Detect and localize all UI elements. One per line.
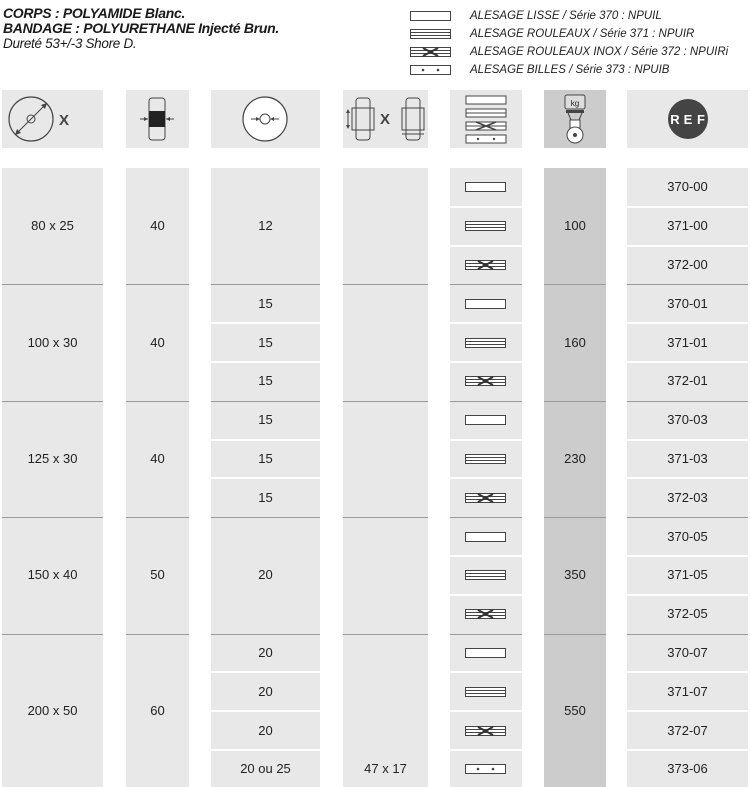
group-divider [343,634,428,635]
sub-row-divider [627,361,748,363]
group-divider [2,401,103,402]
bore-diameter: 15 [258,334,273,350]
group-divider [343,401,428,402]
wheel-size: 150 x 40 [27,567,78,583]
hub-dimensions: 47 x 17 [364,761,407,777]
legend-bore-name: ALESAGE ROULEAUX [470,28,591,40]
legend-bore-name: ALESAGE BILLES [470,64,566,76]
group-divider [450,284,522,285]
bore-type [465,221,507,232]
bore-plain-icon [465,648,507,659]
sub-row-divider [627,322,748,324]
bore-type [465,260,507,271]
reference-code: 370-00 [667,179,708,195]
bore-type [465,687,507,698]
spec-hardness-line: Dureté 53+/-3 Shore D. [3,36,137,51]
bore-roller-inox-icon [465,376,507,387]
legend-label [470,62,669,79]
column-width [126,168,189,787]
group-divider [627,634,748,635]
group-divider [450,517,522,518]
reference-code: 372-01 [667,373,708,389]
sub-row-divider [211,671,320,673]
column-load [544,168,606,787]
sub-row-divider [627,477,748,479]
reference-code: 372-07 [667,722,708,738]
sub-row-divider [211,322,320,324]
sub-row-divider [627,555,748,557]
bore-type [465,415,507,426]
header-bore-type [450,90,522,148]
bore-diameter: 20 [258,645,273,660]
group-divider [2,284,103,285]
bore-type [465,764,507,775]
sub-row-divider [450,555,522,557]
group-divider [211,284,320,285]
group-divider [343,517,428,518]
bore-type [465,726,507,737]
group-divider [343,284,428,285]
bore-ball-icon [410,65,452,76]
wheel-size: 100 x 30 [27,334,78,350]
ref-letter-r: R [670,112,680,127]
bore-diameter: 15 [258,451,273,466]
bore-plain-icon [465,532,507,543]
bore-types-icon [450,90,522,148]
bore-type [465,532,507,543]
group-divider [2,634,103,635]
bore-roller-icon [465,454,507,465]
bore-plain-icon [465,415,507,426]
group-divider [211,517,320,518]
sub-row-divider [211,477,320,479]
sub-row-divider [450,245,522,247]
load-unit: kg [570,99,580,108]
bore-ball-icon [465,764,507,775]
group-divider [126,284,189,285]
column-size [2,168,103,787]
bore-type [465,570,507,581]
bore-plain-icon [465,182,507,193]
spec-body-line: CORPS : POLYAMIDE Blanc. [3,5,186,21]
legend-bore-name: ALESAGE ROULEAUX [470,46,591,58]
header-diameter-x: X [59,112,70,129]
legend-series: / Série 371 : NPUIR [590,28,695,40]
wheel-diameter-icon [2,90,103,148]
group-divider [126,401,189,402]
legend-series: / Série 372 : NPUIRi [621,46,729,58]
sub-row-divider [450,361,522,363]
header-load [544,90,606,148]
bore-roller-icon [465,687,507,698]
tread-width-icon [126,90,189,148]
reference-code: 370-05 [667,528,708,544]
load-capacity: 160 [564,334,586,350]
tread-width: 40 [150,451,165,466]
legend-label [470,8,662,25]
reference-code: 372-00 [667,257,708,272]
bore-type [465,493,507,504]
header-hub-x: X [380,111,391,128]
tread-width: 40 [150,334,165,350]
bore-diameter: 20 [258,722,273,738]
bore-diameter: 12 [258,218,273,234]
load-capacity: 230 [564,451,586,466]
bore-diameter: 15 [258,373,273,389]
tread-width: 60 [150,703,165,719]
bore-type [465,338,507,349]
bore-diameter: 20 [258,567,273,583]
column-hub [343,168,428,787]
sub-row-divider [450,477,522,479]
reference-code: 371-07 [667,683,708,699]
load-capacity: 550 [564,703,586,719]
group-divider [544,517,606,518]
group-divider [126,634,189,635]
bore-diameter: 15 [258,489,273,505]
header-diameter [2,90,103,148]
reference-code: 370-03 [667,412,708,428]
bore-roller-inox-icon [465,609,507,620]
bore-roller-icon [465,570,507,581]
bore-plain-icon [410,11,452,22]
bore-roller-icon [465,221,507,232]
sub-row-divider [627,439,748,441]
legend-series: / Série 373 : NPUIB [565,64,670,76]
reference-code: 371-01 [667,334,708,350]
sub-row-divider [450,671,522,673]
spec-tread-line: BANDAGE : POLYURETHANE Injecté Brun. [3,20,279,36]
header-hub [343,90,428,148]
bore-plain-icon [465,299,507,310]
group-divider [627,401,748,402]
wheel-size: 200 x 50 [27,703,78,719]
legend-bore-name: ALESAGE LISSE [470,10,560,22]
bore-roller-icon [465,338,507,349]
legend-inox: INOX [590,46,622,58]
material-spec [3,6,279,51]
load-capacity: 100 [564,218,586,234]
header-ref [627,90,748,148]
load-capacity: 350 [564,567,586,583]
load-weight-icon [544,90,606,148]
sub-row-divider [450,322,522,324]
sub-row-divider [627,594,748,596]
sub-row-divider [627,710,748,712]
reference-code: 371-03 [667,451,708,466]
reference-code: 373-06 [667,761,708,777]
bore-diameter-icon [211,90,320,148]
sub-row-divider [450,439,522,441]
group-divider [544,401,606,402]
bore-type [465,376,507,387]
group-divider [627,284,748,285]
bore-roller-inox-icon [465,260,507,271]
group-divider [126,517,189,518]
sub-row-divider [450,594,522,596]
group-divider [2,517,103,518]
bore-diameter: 15 [258,295,273,311]
sub-row-divider [627,245,748,247]
sub-row-divider [450,749,522,751]
legend-label [470,26,694,43]
bore-roller-inox-icon [465,726,507,737]
bore-type [465,648,507,659]
sub-row-divider [627,749,748,751]
bore-type [465,182,507,193]
legend-series: / Série 370 : NPUIL [559,10,662,22]
bore-type [465,299,507,310]
sub-row-divider [211,710,320,712]
group-divider [211,634,320,635]
wheel-size: 125 x 30 [27,451,78,466]
bore-type [465,609,507,620]
group-divider [450,634,522,635]
group-divider [544,284,606,285]
bore-diameter: 20 [258,683,273,699]
sub-row-divider [627,206,748,208]
reference-code: 372-05 [667,606,708,622]
header-bore [211,90,320,148]
group-divider [211,401,320,402]
bore-type [465,454,507,465]
bore-roller-inox-icon [465,493,507,504]
legend-label [470,44,728,61]
reference-code: 370-07 [667,645,708,660]
hub-dimensions-icon [343,90,428,148]
reference-code: 372-03 [667,489,708,505]
sub-row-divider [450,710,522,712]
reference-code: 371-00 [667,218,708,234]
bore-diameter: 15 [258,412,273,428]
ref-badge-icon [627,90,748,148]
ref-letter-f: F [697,112,705,127]
sub-row-divider [627,671,748,673]
sub-row-divider [450,206,522,208]
reference-code: 371-05 [667,567,708,583]
ref-letter-e: E [683,112,693,127]
group-divider [627,517,748,518]
group-divider [450,401,522,402]
wheel-size: 80 x 25 [31,218,74,234]
bore-diameter: 20 ou 25 [240,761,291,777]
bore-roller-inox-icon [410,47,452,58]
sub-row-divider [211,439,320,441]
group-divider [544,634,606,635]
tread-width: 40 [150,218,165,234]
sub-row-divider [211,749,320,751]
bore-roller-icon [410,29,452,40]
header-width [126,90,189,148]
tread-width: 50 [150,567,165,583]
sub-row-divider [211,361,320,363]
reference-code: 370-01 [667,295,708,311]
